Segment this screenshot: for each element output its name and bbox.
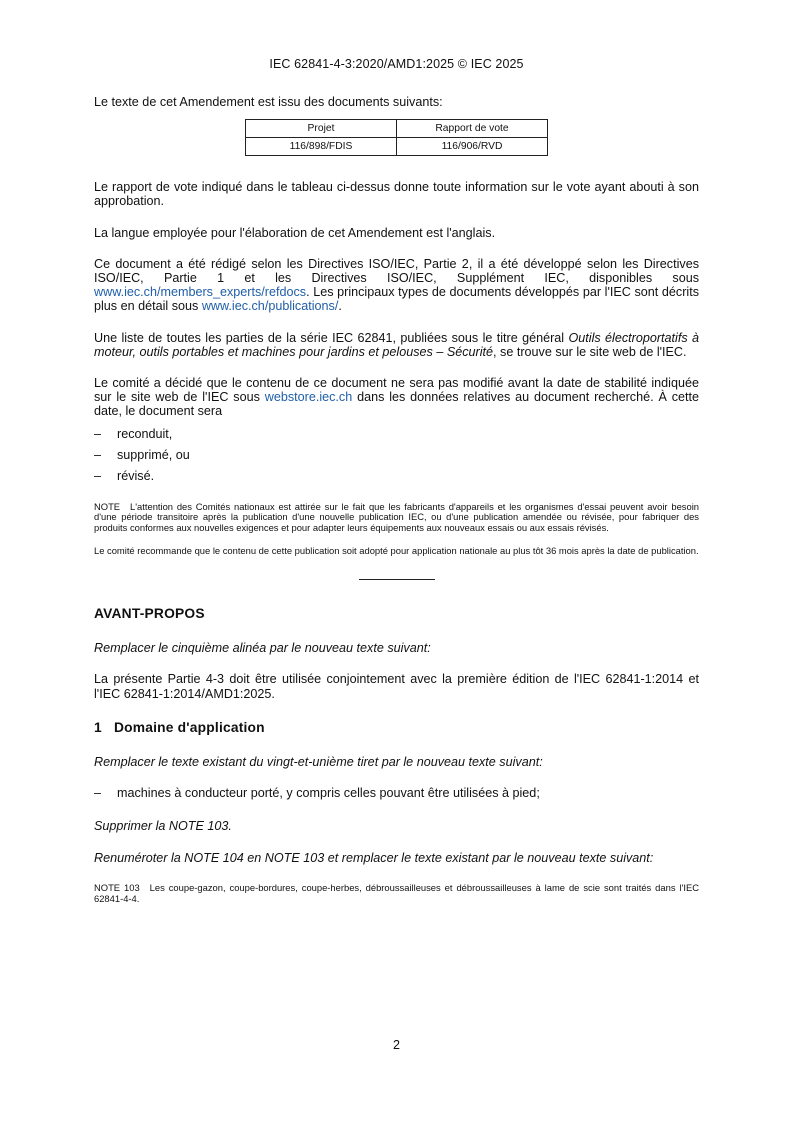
transition-note: [94, 502, 699, 534]
note-label: NOTE: [94, 500, 121, 512]
directives-text-3: .: [338, 299, 342, 314]
table-row: [246, 138, 548, 156]
scope-instruction-1: Remplacer le texte existant du vingt-et-unième tiret par le nouveau texte suivant:: [94, 755, 543, 770]
vote-table-header-row: [246, 120, 548, 138]
list-item-text: révisé.: [117, 468, 155, 483]
vote-table-header-projet: Projet: [246, 120, 397, 138]
scope-heading: 1 Domaine d'application: [94, 719, 265, 735]
note-103-text: Les coupe-gazon, coupe-bordures, coupe-herbes, débroussailleuses et débroussailleuses à lame de scie sont traités dans l'IEC 62841-4-4.: [94, 881, 699, 904]
directives-paragraph: [94, 257, 699, 314]
directives-text-2: . Les principaux types de documents développés par l'IEC sont décrits plus en détail sous: [94, 285, 699, 314]
publications-link[interactable]: www.iec.ch/publications/: [201, 299, 339, 314]
scope-dash-item-text: machines à conducteur porté, y compris celles pouvant être utilisées à pied;: [117, 786, 540, 801]
directives-text-1: Ce document a été rédigé selon les Directives ISO/IEC, Partie 2, il a été développé selon les Directives ISO/IEC, Partie 1 et les Directives ISO/IEC, Supplément IEC, disponibles sous: [94, 256, 699, 286]
page-number: 2: [392, 1038, 400, 1052]
refdocs-link[interactable]: www.iec.ch/members_experts/refdocs: [94, 285, 307, 300]
dash-mark: –: [94, 786, 102, 801]
foreword-instruction: Remplacer le cinquième alinéa par le nouveau texte suivant:: [94, 641, 431, 656]
note-text: L'attention des Comités nationaux est attirée sur le fait que les fabricants d'appareils et les organismes d'essai peuvent avoir besoin d'une période transitoire après la publication d'une nouvelle publication IEC, ou d'une publication amendée ou révisée, pour fabriquer des produits conformes aux nouvelles exigences et pour adapter leurs équipements aux nouveaux essais ou aux essais révisés.: [94, 500, 699, 534]
foreword-text: La présente Partie 4-3 doit être utilisée conjointement avec la première édition de l'IEC 62841-1:2014 et l'IEC 62841-1:2014/AMD1:2025.: [94, 672, 699, 701]
page-header: IEC 62841-4-3:2020/AMD1:2025 © IEC 2025: [269, 57, 524, 71]
scope-instruction-2: Supprimer la NOTE 103.: [94, 819, 232, 834]
vote-report-paragraph: Le rapport de vote indiqué dans le tableau ci-dessus donne toute information sur le vote ayant abouti à son approbation.: [94, 180, 699, 209]
list-item-text: supprimé, ou: [117, 447, 190, 462]
vote-table: [245, 119, 548, 156]
committee-recommendation: Le comité recommande que le contenu de cette publication soit adopté pour application nationale au plus tôt 36 mois après la date de publication.: [94, 545, 699, 557]
series-paragraph: [94, 331, 699, 359]
list-item: [94, 448, 699, 469]
dash-mark: –: [94, 426, 102, 441]
webstore-link[interactable]: webstore.iec.ch: [264, 390, 353, 405]
note-103-label: NOTE 103: [94, 881, 140, 893]
separator-line: [359, 578, 435, 580]
series-text-1: Une liste de toutes les parties de la série IEC 62841, publiées sous le titre général: [94, 330, 569, 345]
language-paragraph: La langue employée pour l'élaboration de cet Amendement est l'anglais.: [94, 225, 496, 240]
stability-text-1: Le comité a décidé que le contenu de ce document ne sera pas modifié avant la date de stabilité indiquée sur le site web de l'IEC sous: [94, 376, 699, 405]
dash-mark: –: [94, 468, 102, 483]
dash-mark: –: [94, 447, 102, 462]
scope-instruction-3: Renuméroter la NOTE 104 en NOTE 103 et remplacer le texte existant par le nouveau texte suivant:: [94, 850, 654, 865]
foreword-heading: AVANT-PROPOS: [94, 606, 205, 622]
scope-dash-item: [94, 786, 699, 800]
stability-options-list: [94, 427, 699, 490]
separator: [94, 569, 699, 583]
list-item: [94, 469, 699, 490]
stability-text-2: dans les données relatives au document recherché. À cette date, le document sera: [94, 390, 699, 419]
list-item-text: reconduit,: [117, 426, 173, 441]
vote-table-header-rapport: Rapport de vote: [397, 120, 548, 138]
intro-text: Le texte de cet Amendement est issu des documents suivants:: [94, 95, 443, 109]
list-item: [94, 427, 699, 448]
series-text-2: , se trouve sur le site web de l'IEC.: [493, 344, 687, 359]
stability-paragraph: [94, 376, 699, 419]
vote-table-cell-fdis: 116/898/FDIS: [246, 138, 397, 156]
vote-table-cell-rvd: 116/906/RVD: [397, 138, 548, 156]
note-103: [94, 883, 699, 905]
series-title: Outils électroportatifs à moteur, outils portables et machines pour jardins et pelouses – Sécurité: [94, 330, 700, 359]
page-content: [94, 95, 699, 904]
